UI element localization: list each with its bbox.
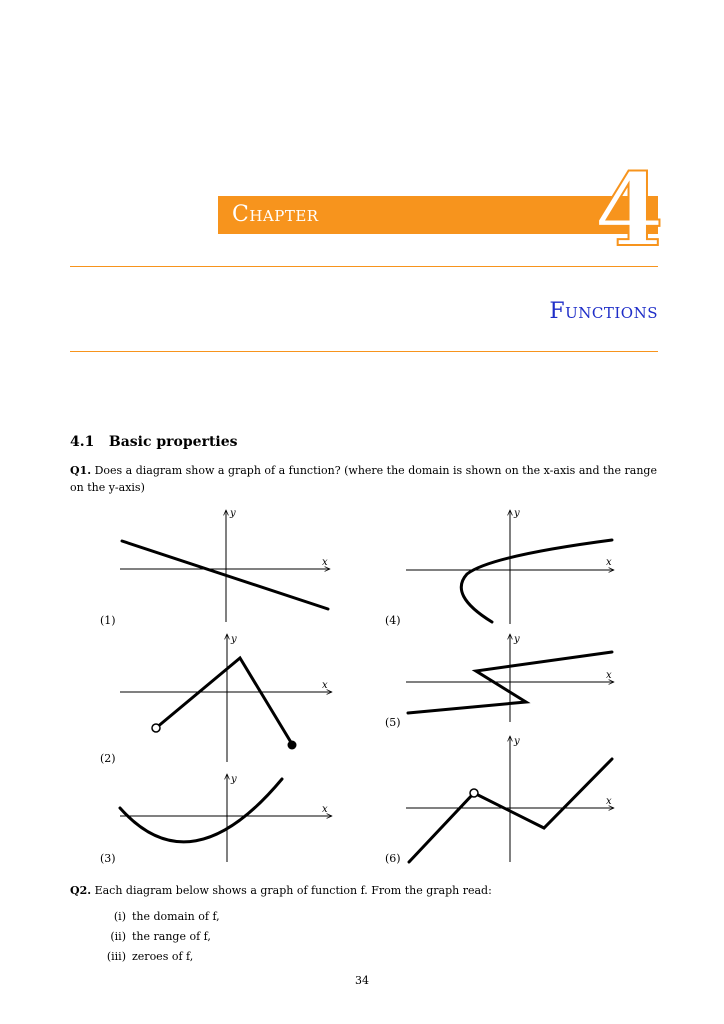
graph-6-x-label: x: [606, 796, 612, 807]
graph-5: [406, 634, 614, 722]
graph-2-closed-endpoint: [288, 741, 297, 750]
section-number: 4.1: [70, 434, 95, 450]
question-1-label: Q1.: [70, 464, 92, 477]
graph-5-x-label: x: [606, 670, 612, 681]
graph-6: [406, 736, 614, 862]
question-2-text: Each diagram below shows a graph of function f. From the graph read:: [94, 884, 492, 897]
graph-4: [406, 508, 614, 624]
item-text: zeroes of f,: [132, 950, 194, 963]
chapter-title: Functions: [549, 299, 658, 324]
graph-2: [120, 634, 332, 762]
graph-4-x-label: x: [606, 557, 612, 568]
question-2-item: [100, 930, 211, 943]
chapter-number: 4: [594, 151, 664, 269]
item-number: (ii): [110, 930, 126, 943]
graph-2-x-label: x: [322, 680, 328, 691]
graph-3-curve: [120, 779, 282, 842]
question-2: [70, 882, 660, 899]
page-number: 34: [355, 974, 369, 987]
chapter-word: Chapter: [232, 202, 319, 227]
graph-2-number: (2): [100, 752, 116, 765]
graph-1-x-label: x: [322, 557, 328, 568]
question-1-text: Does a diagram show a graph of a function? (where the domain is shown on the x-axis and the range on the y-axis): [70, 464, 657, 494]
graph-4-number: (4): [385, 614, 401, 627]
item-text: the domain of f,: [132, 910, 220, 923]
section-title: Basic properties: [108, 434, 238, 450]
graph-3-y-label: y: [231, 774, 237, 785]
item-number: (iii): [106, 950, 126, 963]
graph-2-y-label: y: [231, 634, 237, 645]
graph-1-y-label: y: [230, 508, 236, 519]
graph-2-open-endpoint: [152, 724, 160, 732]
graph-2-curve: [156, 658, 292, 744]
graph-6-open-point: [470, 789, 478, 797]
graph-5-number: (5): [385, 716, 401, 729]
graph-3-number: (3): [100, 852, 116, 865]
graph-4-curve: [461, 540, 612, 622]
graph-3: [120, 774, 332, 862]
graph-5-y-label: y: [514, 634, 520, 645]
question-2-item: [100, 910, 220, 923]
item-text: the range of f,: [132, 930, 211, 943]
graph-1-curve: [122, 541, 328, 609]
question-2-item: [100, 950, 193, 963]
graph-3-x-label: x: [322, 804, 328, 815]
item-number: (i): [113, 910, 126, 923]
graph-6-number: (6): [385, 852, 401, 865]
question-2-label: Q2.: [70, 884, 92, 897]
graph-1: [120, 508, 330, 622]
graph-6-y-label: y: [514, 736, 520, 747]
graph-1-number: (1): [100, 614, 116, 627]
graph-4-y-label: y: [514, 508, 520, 519]
